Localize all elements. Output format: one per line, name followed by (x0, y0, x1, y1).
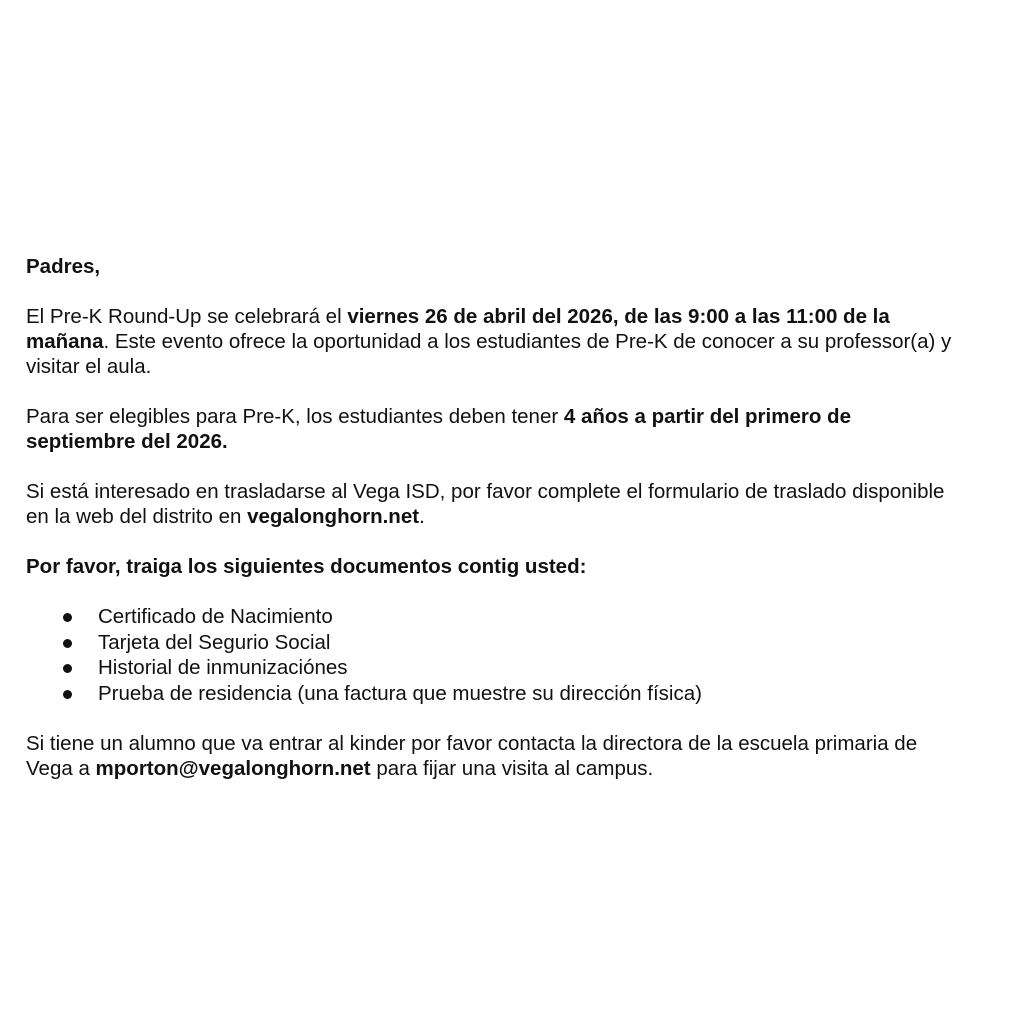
documents-list (26, 604, 966, 706)
eligibility-paragraph: Para ser elegibles para Pre-K, los estudiantes deben tener 4 años a partir del primero de septiembre del 2026. (26, 405, 851, 453)
list-item: Historial de inmunizaciónes (26, 655, 966, 681)
bullet-icon (63, 690, 72, 699)
list-item: Certificado de Nacimiento (26, 604, 966, 630)
event-paragraph: El Pre-K Round-Up se celebrará el viernes 26 de abril del 2026, de las 9:00 a las 11:00 de la mañana. Este evento ofrece la oportunidad a los estudiantes de Pre-K de conocer a su professor(a) y visitar el aula. (26, 305, 952, 378)
eligibility-requirement: 4 años a partir del primero de septiembre del 2026. (26, 405, 851, 453)
event-date-time: viernes 26 de abril del 2026, de las 9:00 a las 11:00 de la mañana (26, 305, 890, 353)
transfer-paragraph: Si está interesado en trasladarse al Vega ISD, por favor complete el formulario de traslado disponible en la web del distrito en vegalonghorn.net. (26, 480, 945, 528)
bullet-icon (63, 613, 72, 622)
greeting: Padres, (26, 255, 101, 278)
district-website-link[interactable]: vegalonghorn.net (247, 505, 420, 528)
flyer-document (26, 254, 966, 806)
bullet-icon (63, 664, 72, 673)
contact-email-link[interactable]: mporton@vegalonghorn.net (95, 757, 371, 780)
kinder-contact-paragraph: Si tiene un alumno que va entrar al kinder por favor contacta la directora de la escuela primaria de Vega a mporton@vegalonghorn.net para fijar una visita al campus. (26, 732, 918, 780)
list-item: Prueba de residencia (una factura que muestre su dirección física) (26, 681, 966, 707)
documents-heading: Por favor, traiga los siguientes documentos contig usted: (26, 555, 587, 578)
bullet-icon (63, 639, 72, 648)
list-item: Tarjeta del Segurio Social (26, 630, 966, 656)
